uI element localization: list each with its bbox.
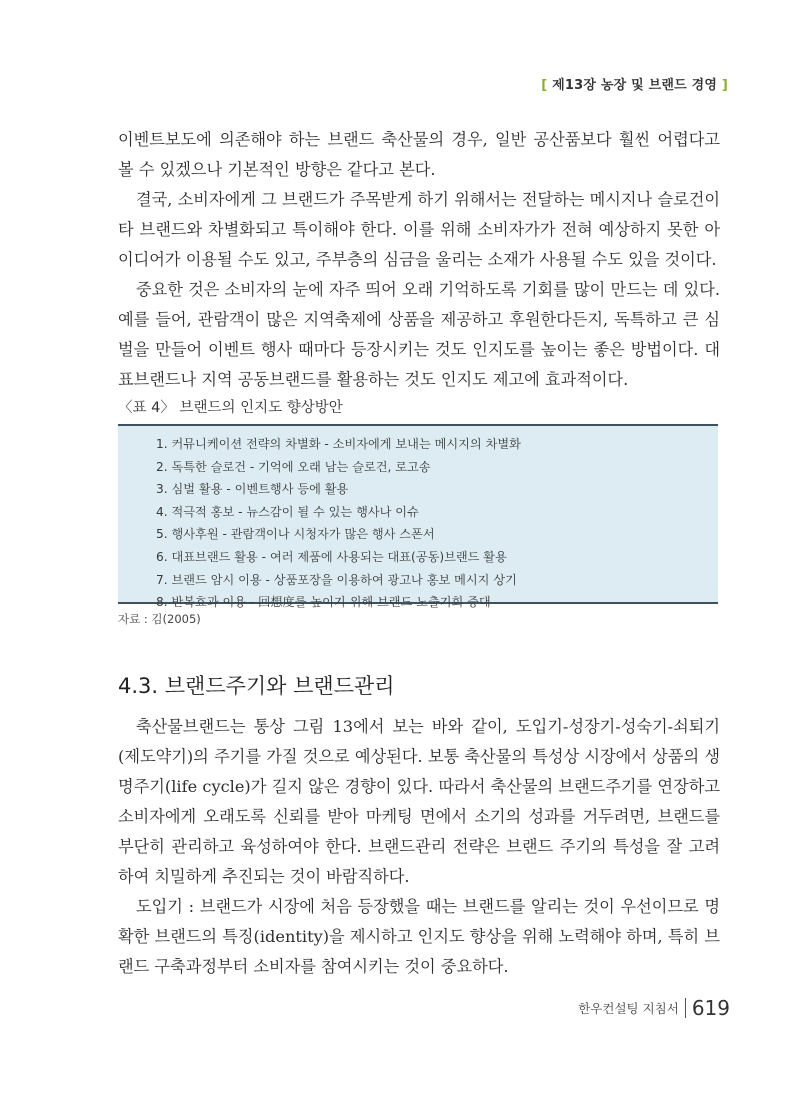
table-item: 4. 적극적 홍보 - 뉴스감이 될 수 있는 행사나 이슈 [156, 504, 419, 519]
table-item: 5. 행사후원 - 관람객이나 시청자가 많은 행사 스폰서 [156, 527, 435, 542]
paragraph: 결국, 소비자에게 그 브랜드가 주목받게 하기 위해서는 전달하는 메시지나 슬로건이 타 브랜드와 차별화되고 특이해야 한다. 이를 위해 소비자가가 전혀 예상하지 못한 아이디어가 이용될 수도 있고, 주부층의 심금을 울리는 소재가 사용될 수도 있을 것이다. [118, 190, 720, 269]
table-item: 8. 반복효과 이용 - 回想度를 높이기 위해 브랜드 노출기회 증대 [156, 595, 491, 610]
table-item: 6. 대표브랜드 활용 - 여러 제품에 사용되는 대표(공동)브랜드 활용 [156, 549, 507, 564]
footer-divider [685, 998, 686, 1018]
paragraph: 축산물브랜드는 통상 그림 13에서 보는 바와 같이, 도입기-성장기-성숙기-쇠퇴기(제도약기)의 주기를 가질 것으로 예상된다. 보통 축산물의 특성상 시장에서 상품의 생명주기(life cycle)가 길지 않은 경향이 있다. 따라서 축산물의 브랜드주기를 연장하고 소비자에게 오래도록 신뢰를 받아 마케팅 면에서 소기의 성과를 거두려면, 브랜드를 부단히 관리하고 육성하여야 한다. 브랜드관리 전략은 브랜드 주기의 특성을 잘 고려하여 치밀하게 추진되는 것이 바람직하다. [118, 717, 720, 886]
table-caption: 〈표 4〉 브랜드의 인지도 향상방안 [118, 400, 343, 416]
page-number: 619 [691, 996, 730, 1020]
brand-awareness-table [118, 424, 718, 610]
page-footer [578, 996, 730, 1020]
paragraph: 이벤트보도에 의존해야 하는 브랜드 축산물의 경우, 일반 공산품보다 훨씬 어렵다고 볼 수 있겠으나 기본적인 방향은 같다고 본다. [118, 130, 720, 179]
paragraph: 도입기 : 브랜드가 시장에 처음 등장했을 때는 브랜드를 알리는 것이 우선이므로 명확한 브랜드의 특징(identity)을 제시하고 인지도 향상을 위해 노력해야 하며, 특히 브랜드 구축과정부터 소비자를 참여시키는 것이 중요하다. [118, 897, 720, 976]
table-item: 7. 브랜드 암시 이용 - 상품포장을 이용하여 광고나 홍보 메시지 상기 [156, 572, 517, 587]
section-title: 4.3. 브랜드주기와 브랜드관리 [118, 674, 395, 698]
section-text [118, 712, 720, 982]
table-item-list [118, 426, 718, 614]
table-item: 2. 독특한 슬로건 - 기억에 오래 남는 슬로건, 로고송 [156, 459, 431, 474]
chapter-title: 제13장 농장 및 브랜드 경영 [552, 78, 718, 93]
table-item: 3. 심벌 활용 - 이벤트행사 등에 활용 [156, 482, 349, 497]
table-item: 1. 커뮤니케이션 전략의 차별화 - 소비자에게 보내는 메시지의 차별화 [156, 437, 521, 451]
header-bracket-close: ] [721, 78, 728, 93]
running-header [541, 74, 728, 93]
intro-text [118, 125, 720, 395]
table-source: 자료 : 김(2005) [118, 612, 201, 626]
paragraph: 중요한 것은 소비자의 눈에 자주 띄어 오래 기억하도록 기회를 많이 만드는 데 있다. 예를 들어, 관람객이 많은 지역축제에 상품을 제공하고 후원한다든지, 독특하고 큰 심벌을 만들어 이벤트 행사 때마다 등장시키는 것도 인지도를 높이는 좋은 방법이다. 대표브랜드나 지역 공동브랜드를 활용하는 것도 인지도 제고에 효과적이다. [118, 280, 720, 389]
book-title: 한우컨설팅 지침서 [578, 1001, 679, 1016]
header-bracket-open: [ [541, 78, 548, 93]
